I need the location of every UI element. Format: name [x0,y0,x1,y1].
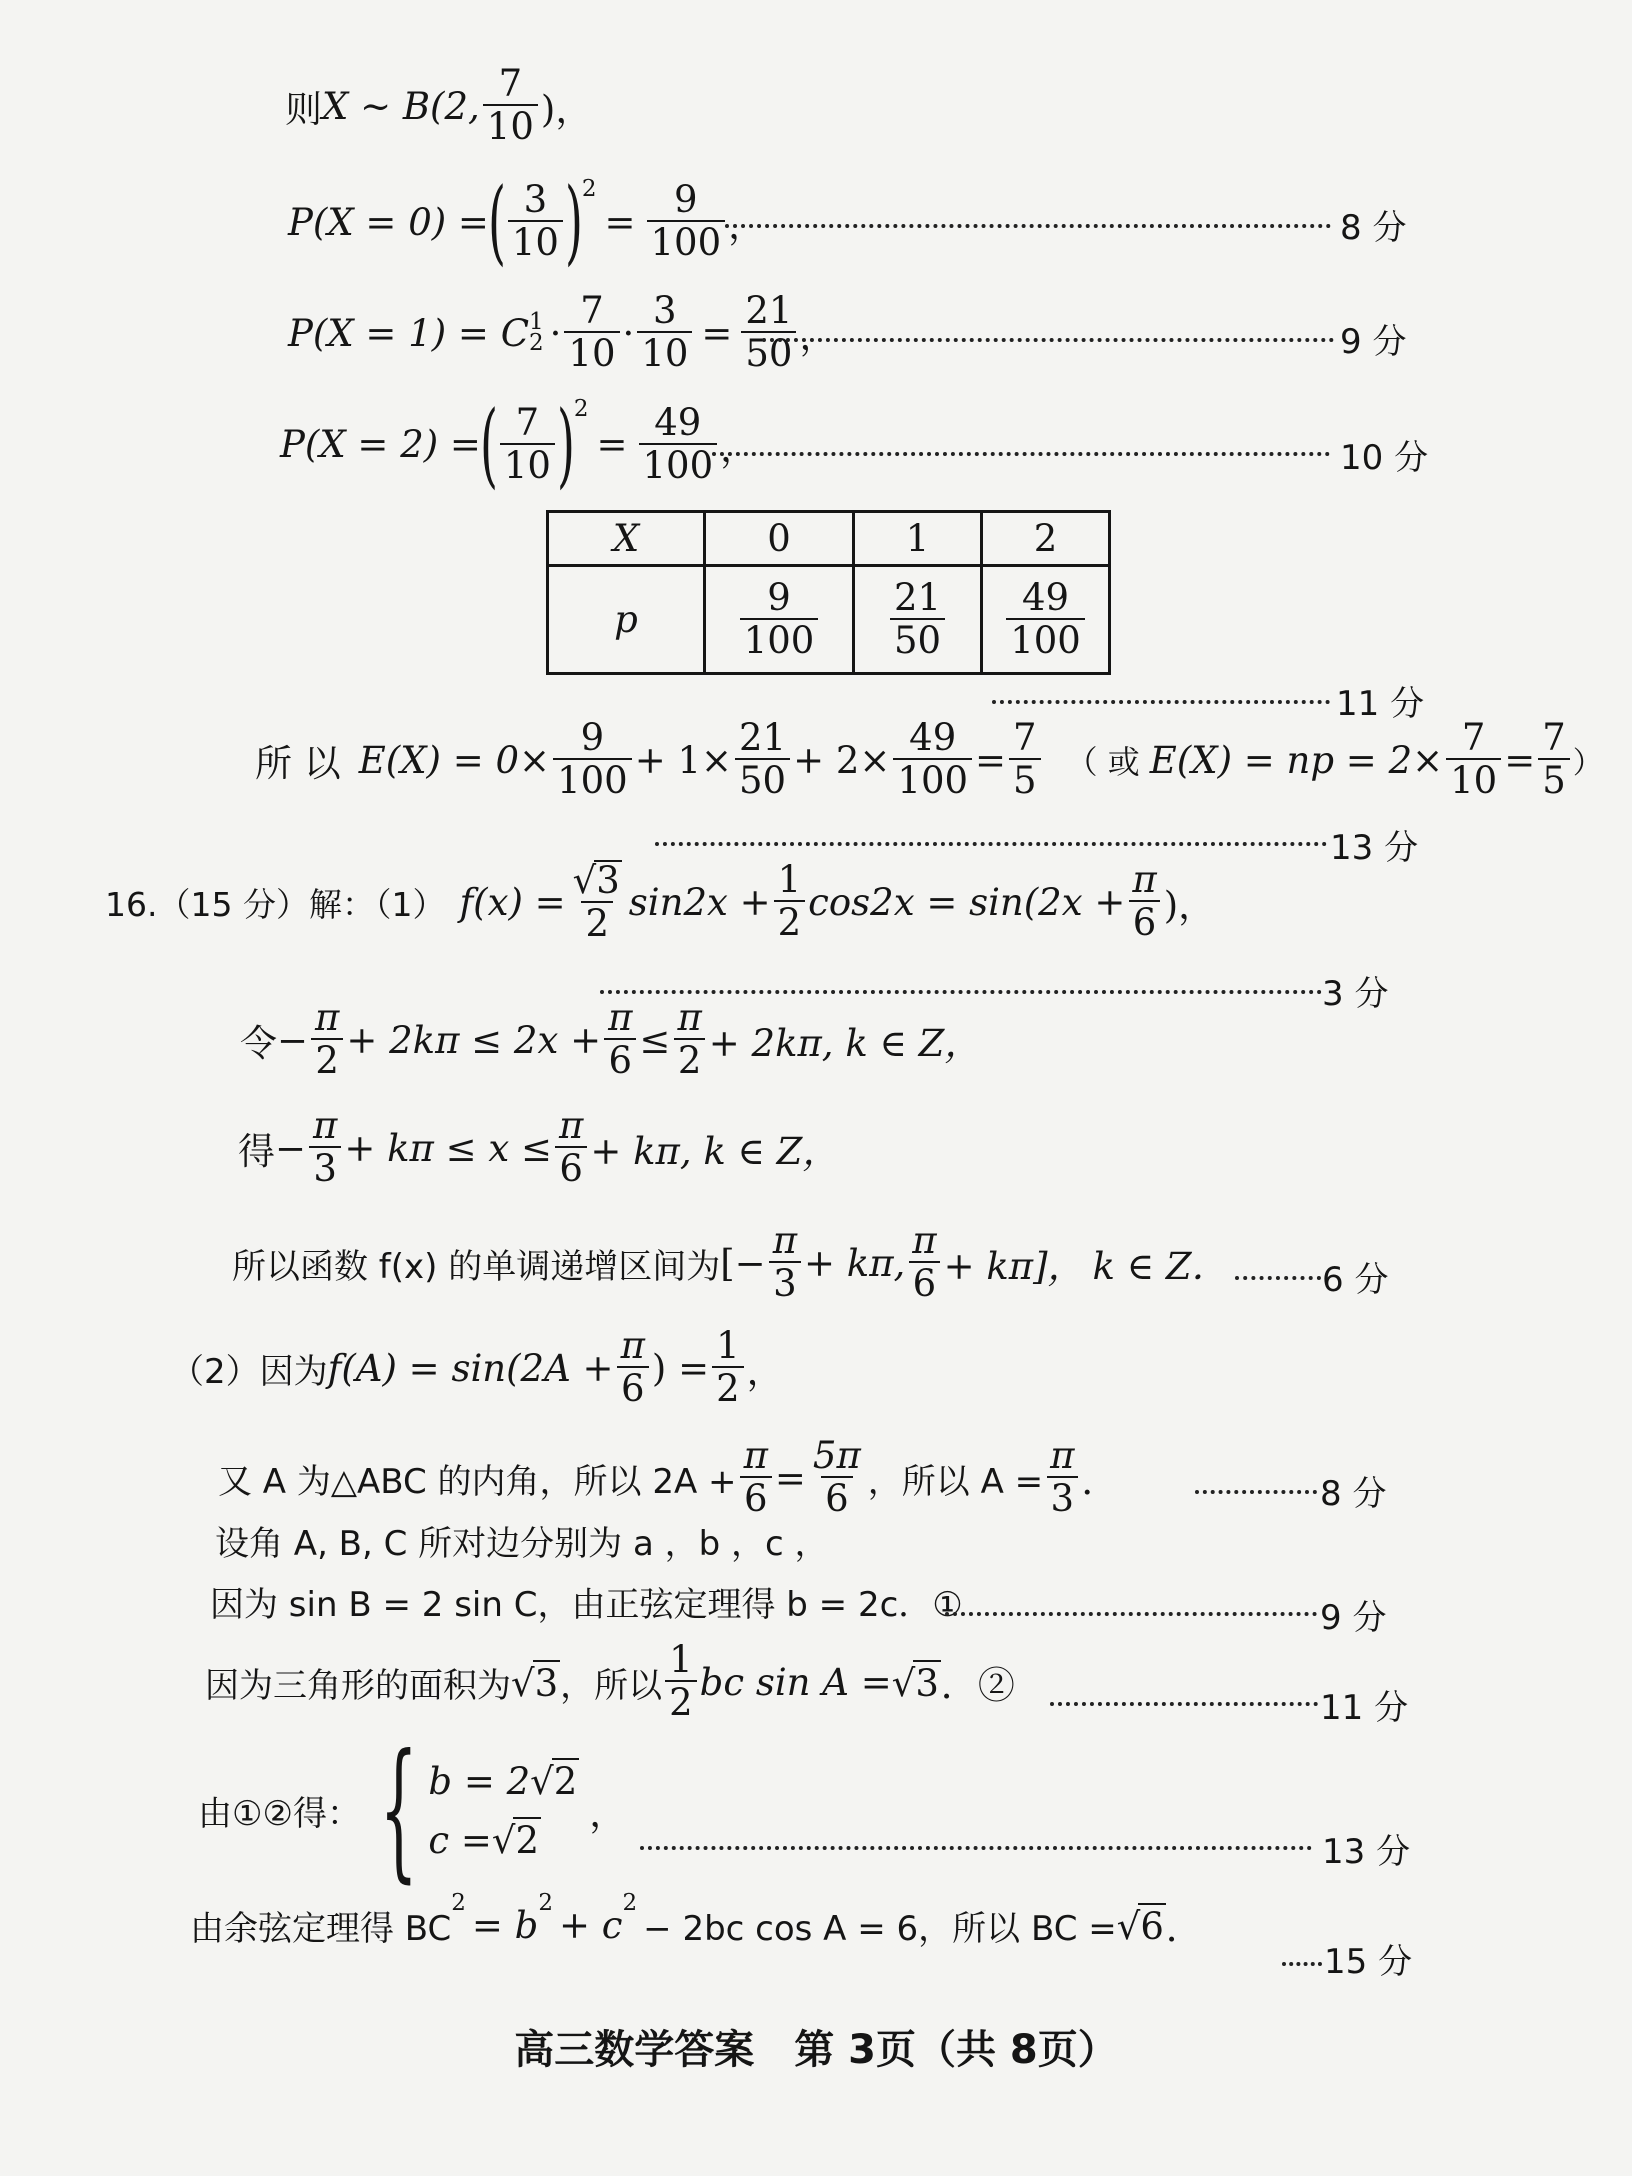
increasing-k: k ∈ Z． [1092,1245,1229,1288]
sides-line: 设角 A, B, C 所对边分别为 a ，b ，c ， [215,1523,829,1564]
sine-rule-line: 因为 sin B = 2 sin C，由正弦定理得 b = 2c．① [210,1584,963,1625]
area-line [205,1632,1015,1732]
q16-fx: f(x) = [459,880,566,924]
p2-result: $\frac{49}{100}$ [639,404,718,486]
q16-half-fraction: $\frac{1}{2}$ [774,861,806,943]
cosine-text: 由余弦定理得 BC [190,1908,452,1949]
de-fraction-1: $\frac{\pi}{3}$ [309,1107,341,1189]
part2-pi-fraction: $\frac{\pi}{6}$ [617,1327,649,1409]
binomial-text: X ~ B(2, [322,84,480,128]
expectation-line [255,705,1603,815]
ling-fraction-2: $\frac{\pi}{6}$ [604,999,636,1081]
increasing-fraction-1: $\frac{\pi}{3}$ [769,1222,801,1304]
increasing-text: 所以函数 f(x) 的单调递增区间为 [232,1246,721,1287]
distribution-table [546,510,1111,675]
table-header-1: 1 [854,512,982,566]
expectation-score: 13 分 [1330,828,1419,868]
p1-fraction-2: $\frac{3}{10}$ [637,292,692,374]
ling-prefix: 令 [240,1022,277,1065]
expectation-term-2: $\frac{21}{50}$ [735,719,790,801]
angle-fraction-2: $\frac{5\pi}{6}$ [812,1434,861,1520]
angle-fraction-3: $\frac{\pi}{3}$ [1046,1437,1078,1519]
increasing-leader-dots [1235,1276,1321,1280]
p0-eq: = [604,200,636,244]
q16-line [105,852,1215,952]
expectation-alt-close: ） [1572,746,1603,781]
p0-result: $\frac{9}{100}$ [647,181,726,263]
binomial-prefix: 则 [285,88,322,131]
p0-exponent: 2 [581,176,597,202]
expectation-leader-dots [655,842,1327,846]
q16-label: 16.（15 分）解：（1） [105,884,446,924]
page-footer: 高三数学答案 第 3页（共 8页） [514,2027,1118,2073]
expectation-alt-open: （ 或 [1065,743,1140,781]
p1-lhs: P(X = 1) = C [288,311,530,355]
system-leader-dots [640,1846,1312,1850]
p1-tail: ， [799,315,837,358]
part2-result: $\frac{1}{2}$ [712,1327,744,1409]
angle-score: 8 分 [1320,1474,1387,1514]
part2-text: f(A) = sin(2A + [327,1346,614,1390]
area-sqrt: √ 3 [511,1661,559,1705]
p2-tail: ， [720,426,758,470]
ling-minus: − [277,1018,309,1062]
expectation-plus-1: + 1× [634,738,732,782]
increasing-mid: + kπ, [804,1241,906,1285]
system-prefix: 由①②得： [198,1793,361,1834]
q16-cos-part: cos2x = sin(2x + [808,880,1126,924]
cosine-leader-dots [1282,1962,1322,1966]
expectation-prefix: 所 以 [255,742,341,785]
angle-text-1: 又 A 为△ABC 的内角，所以 2A + [218,1461,737,1502]
system-score: 13 分 [1322,1832,1411,1872]
binomial-fraction: 7 10 [483,65,538,147]
table-row [548,512,1110,566]
cosine-line [190,1890,1203,1960]
table-score: 11 分 [1336,684,1425,724]
de-line [238,1098,839,1198]
q16-pi-fraction: $\frac{\pi}{6}$ [1128,861,1160,943]
p0-lhs: P(X = 0) = [288,200,489,244]
p1-fraction-1: 7 10 [564,292,619,374]
system-brace: { [379,1723,418,1897]
increasing-end: + kπ]， [943,1245,1085,1288]
table-leader-dots [992,700,1330,704]
sine-rule-score: 9 分 [1320,1598,1387,1638]
p0-inner-fraction: 3 10 [508,181,563,263]
area-half-fraction: 1 2 [665,1641,697,1723]
expectation-result: $\frac{7}{5}$ [1009,719,1041,801]
q16-sin-part: sin2x + [628,880,771,924]
ling-le: ≤ [639,1018,671,1062]
expectation-alt-eq: = [1504,738,1536,782]
angle-eq: = [774,1456,806,1500]
expectation-alt-fraction: $\frac{7}{10}$ [1446,719,1501,801]
part2-eq: ) = [651,1346,710,1390]
expectation-term-3: $\frac{49}{100}$ [893,719,972,801]
p2-lhs: P(X = 2) = [280,423,481,466]
de-prefix: 得 [238,1130,275,1173]
system-equation-1: b = 2 √ 2 [428,1760,578,1803]
p1-result: $\frac{21}{50}$ [741,292,796,374]
ling-end: + 2kπ, k ∈ Z， [708,1022,982,1065]
area-sqrt-2: √ 3 [891,1661,939,1705]
area-text-3: bc sin A = [699,1660,892,1704]
system-equation-2: c = √ 2 [428,1819,540,1862]
p0-leader-dots [725,224,1331,228]
q16-score: 3 分 [1322,974,1389,1014]
table-row-label-p: p [548,566,705,674]
p0-tail: ， [728,204,766,247]
binomial-suffix: )， [540,88,593,131]
p2-line: P(X = 2) = ( 7 10 ) 2 = $\frac{49}{100}$ ， [280,390,758,498]
cosine-text-4: − 2bc cos A = 6，所以 BC = [643,1908,1117,1949]
system-equations [428,1758,579,1862]
increasing-line [232,1213,1229,1313]
ling-line [240,990,981,1090]
p2-inner-fraction: 7 10 [500,404,555,486]
p2-exponent: 2 [573,396,589,422]
q16-close: )， [1163,884,1216,927]
binomial-line [285,58,592,154]
table-cell-p2: $\frac{49}{100}$ [982,566,1110,674]
angle-fraction-1: $\frac{\pi}{6}$ [740,1437,772,1519]
cosine-text-3: + c [559,1903,623,1947]
de-fraction-2: $\frac{\pi}{6}$ [555,1107,587,1189]
angle-line [218,1428,1118,1528]
ling-fraction-3: $\frac{\pi}{2}$ [673,999,705,1081]
expectation-alt-text: E(X) = np = 2× [1149,738,1444,782]
area-text-2: ，所以 [560,1665,663,1706]
table-header-0: 0 [705,512,854,566]
cosine-tail: ． [1165,1907,1203,1950]
system-line [198,1723,627,1897]
system-tail: ， [589,1792,627,1835]
de-minus: − [275,1126,307,1170]
area-text-1: 因为三角形的面积为 [205,1665,511,1706]
table-header-2: 2 [982,512,1110,566]
cosine-sqrt: √ 6 [1116,1904,1164,1948]
cosine-sup-3: 2 [622,1890,638,1916]
ling-fraction-1: $\frac{\pi}{2}$ [311,999,343,1081]
table-cell-p0: $\frac{9}{100}$ [705,566,854,674]
cosine-sup-1: 2 [451,1890,466,1916]
area-leader-dots [1050,1702,1318,1706]
angle-tail: ． [1081,1460,1119,1503]
p2-score: 10 分 [1340,438,1429,478]
p0-line: P(X = 0) = ( 3 10 ) 2 = $\frac{9}{100}$ ， [288,168,766,275]
ling-mid: + 2kπ ≤ 2x + [346,1018,602,1062]
part2-line [170,1318,784,1418]
angle-leader-dots [1195,1490,1317,1494]
cosine-sup-2: 2 [538,1890,554,1916]
table-cell-p1: $\frac{21}{50}$ [854,566,982,674]
area-tail: ．② [940,1664,1015,1707]
q16-sqrt3-fraction: √ 3 2 [572,859,620,945]
p2-eq: = [596,423,628,466]
expectation-alt-result: $\frac{7}{5}$ [1538,719,1570,801]
de-end: + kπ, k ∈ Z， [590,1130,840,1173]
increasing-score: 6 分 [1322,1260,1389,1300]
p1-eq: = [701,311,733,355]
increasing-fraction-2: π 6 [908,1222,940,1304]
expectation-plus-2: + 2× [793,738,891,782]
p2-leader-dots [712,452,1330,456]
increasing-open: [− [720,1241,766,1285]
part2-tail: ， [746,1350,784,1393]
p0-score: 8 分 [1340,208,1407,248]
angle-text-2: ，所以 A = [867,1461,1044,1502]
part2-label: （2）因为 [170,1351,328,1392]
area-score: 11 分 [1320,1688,1409,1728]
expectation-lhs: E(X) = 0× [358,738,551,782]
p1-leader-dots [762,338,1334,342]
de-mid: + kπ ≤ x ≤ [344,1126,552,1170]
p1-combination-indices: 1 2 [529,309,544,356]
p1-line: P(X = 1) = C 1 2 · 7 10 · $\frac{3}{10}$ = $\frac{21}{50}$ ， [288,289,837,375]
cosine-text-2: = b [471,1903,539,1947]
sine-rule-leader-dots [945,1612,1317,1616]
expectation-term-1: $\frac{9}{100}$ [553,719,632,801]
p1-score: 9 分 [1340,322,1407,362]
table-header-x: X [548,512,705,566]
table-row [548,566,1110,674]
cosine-score: 15 分 [1324,1942,1413,1982]
expectation-eq: = [975,738,1007,782]
